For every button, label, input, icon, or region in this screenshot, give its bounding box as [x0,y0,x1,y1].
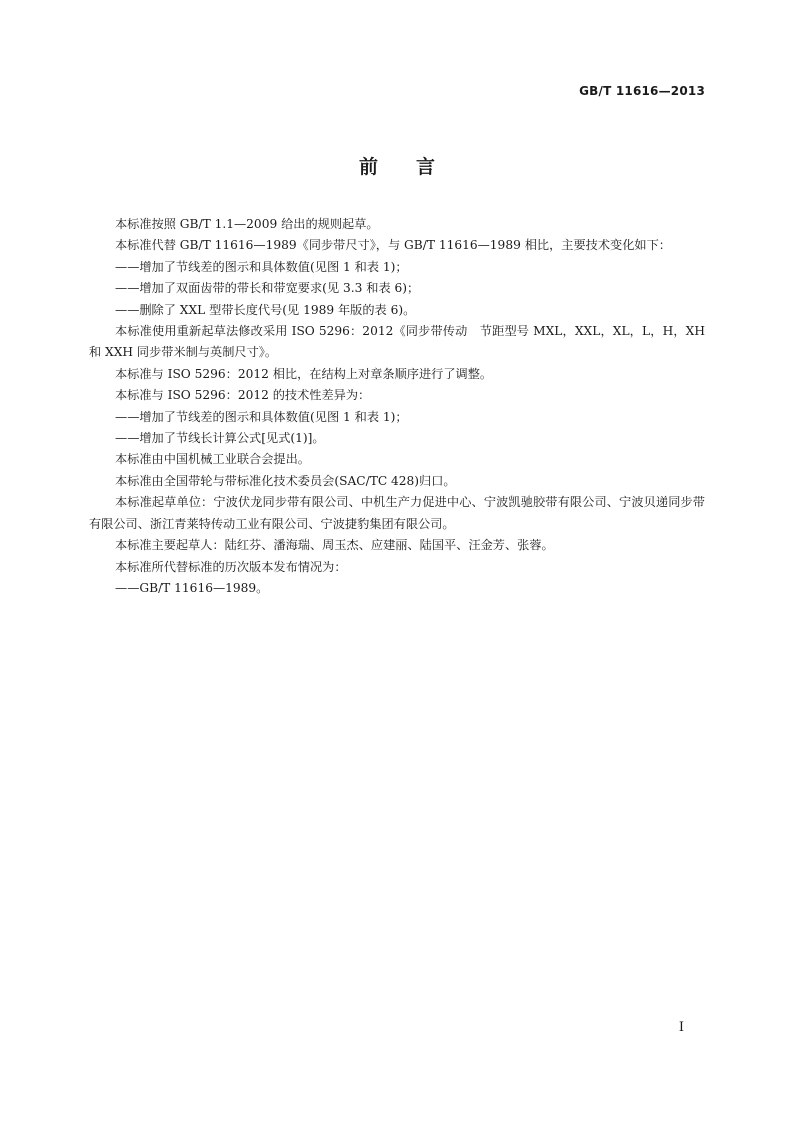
list-item: ——增加了节线差的图示和具体数值(见图 1 和表 1)； [115,259,408,274]
paragraph: 本标准由全国带轮与带标准化技术委员会(SAC/TC 428)归口。 [115,473,456,488]
paragraph: 本标准起草单位：宁波伏龙同步带有限公司、中机生产力促进中心、宁波凯驰胶带有限公司、宁波贝递同步带有限公司、浙江青莱特传动工业有限公司、宁波捷豹集团有限公司。 [89,495,705,531]
paragraph: 本标准主要起草人：陆红芬、潘海瑞、周玉杰、应建丽、陆国平、汪金芳、张蓉。 [115,538,554,553]
list-item: ——删除了 XXL 型带长度代号(见 1989 年版的表 6)。 [115,302,416,317]
paragraph: 本标准与 ISO 5296：2012 的技术性差异为： [115,388,371,403]
list-item: ——增加了节线差的图示和具体数值(见图 1 和表 1)； [115,409,408,424]
list-item: ——增加了节线长计算公式[见式(1)]。 [115,431,325,446]
paragraph: 本标准按照 GB/T 1.1—2009 给出的规则起草。 [115,217,379,231]
paragraph: 本标准使用重新起草法修改采用 ISO 5296：2012《同步带传动 节距型号 MXL，XXL，XL，L，H，XH 和 XXH 同步带米制与英制尺寸》。 [89,324,705,360]
standard-code: GB/T 11616—2013 [579,84,705,98]
paragraph: 本标准所代替标准的历次版本发布情况为： [115,559,347,574]
list-item: ——增加了双面齿带的带长和带宽要求(见 3.3 和表 6)； [115,281,420,296]
page-number: I [678,1020,684,1035]
page-title: 前言 [358,156,473,178]
foreword-body [89,214,705,599]
paragraph: 本标准代替 GB/T 11616—1989《同步带尺寸》，与 GB/T 11616—1989 相比，主要技术变化如下： [115,238,671,253]
list-item: ——GB/T 11616—1989。 [115,580,269,595]
paragraph: 本标准与 ISO 5296：2012 相比，在结构上对章条顺序进行了调整。 [115,366,493,381]
paragraph: 本标准由中国机械工业联合会提出。 [115,452,310,467]
